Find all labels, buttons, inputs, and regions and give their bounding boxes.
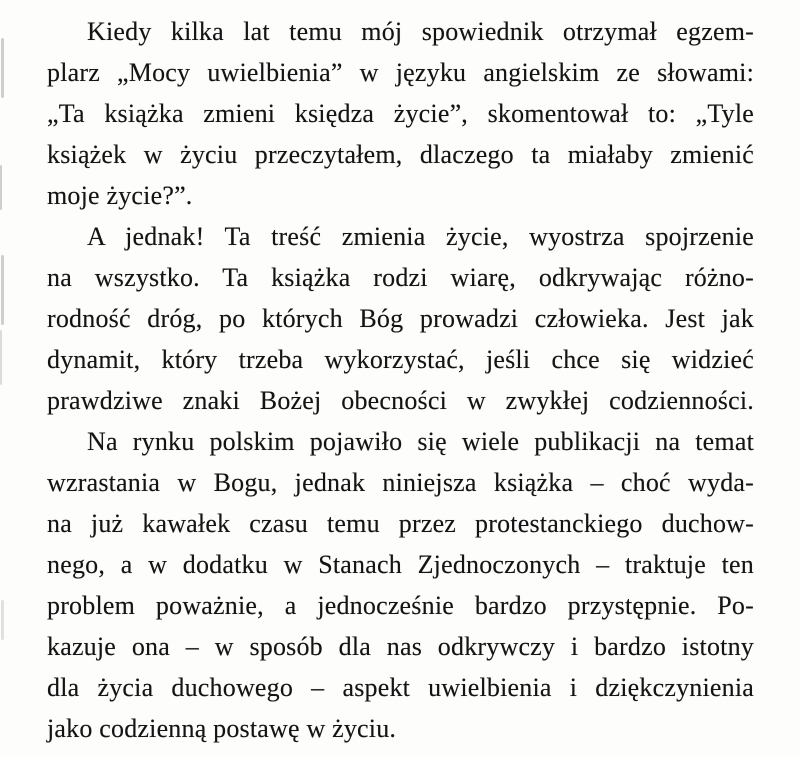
text-line: moje życie?”. [47,181,193,210]
text-line: A jednak! Ta treść zmienia życie, wyostrza spojrzenie [87,222,754,251]
scan-artifact [0,165,2,210]
paragraph [47,11,754,216]
scan-artifact [1,38,4,98]
text-line: problem poważnie, a jednocześnie bardzo przystępnie. Po- [47,591,754,620]
paragraph [47,421,754,749]
text-line: jako codzienną postawę w życiu. [47,714,397,743]
text-line: „Ta książka zmieni księdza życie”, skomentował to: „Tyle [47,99,754,128]
text-line: plarz „Mocy uwielbienia” w języku angielskim ze słowami: [47,58,754,87]
text-line: na już kawałek czasu temu przez protestanckiego duchow- [47,509,754,538]
text-line: dla życia duchowego – aspekt uwielbienia i dziękczynienia [47,673,754,702]
text-line: Kiedy kilka lat temu mój spowiednik otrzymał egzem- [87,17,754,46]
text-line: Na rynku polskim pojawiło się wiele publikacji na temat [87,427,754,456]
scan-artifact [0,330,2,385]
text-line: rodność dróg, po których Bóg prowadzi człowieka. Jest jak [47,304,754,333]
scan-artifact [1,600,4,640]
paragraph [47,216,754,421]
text-line: nego, a w dodatku w Stanach Zjednoczonych – traktuje ten [47,550,754,579]
text-line: na wszystko. Ta książka rodzi wiarę, odkrywając różno- [47,263,754,292]
text-line: prawdziwe znaki Bożej obecności w zwykłej codzienności. [47,386,754,415]
text-line: książek w życiu przeczytałem, dlaczego ta miałaby zmienić [47,140,754,169]
scan-artifact [1,255,4,325]
text-line: kazuje ona – w sposób dla nas odkrywczy i bardzo istotny [47,632,754,661]
text-line: dynamit, który trzeba wykorzystać, jeśli chce się widzieć [47,345,754,374]
text-line: wzrastania w Bogu, jednak niniejsza książka – choć wyda- [47,468,754,497]
